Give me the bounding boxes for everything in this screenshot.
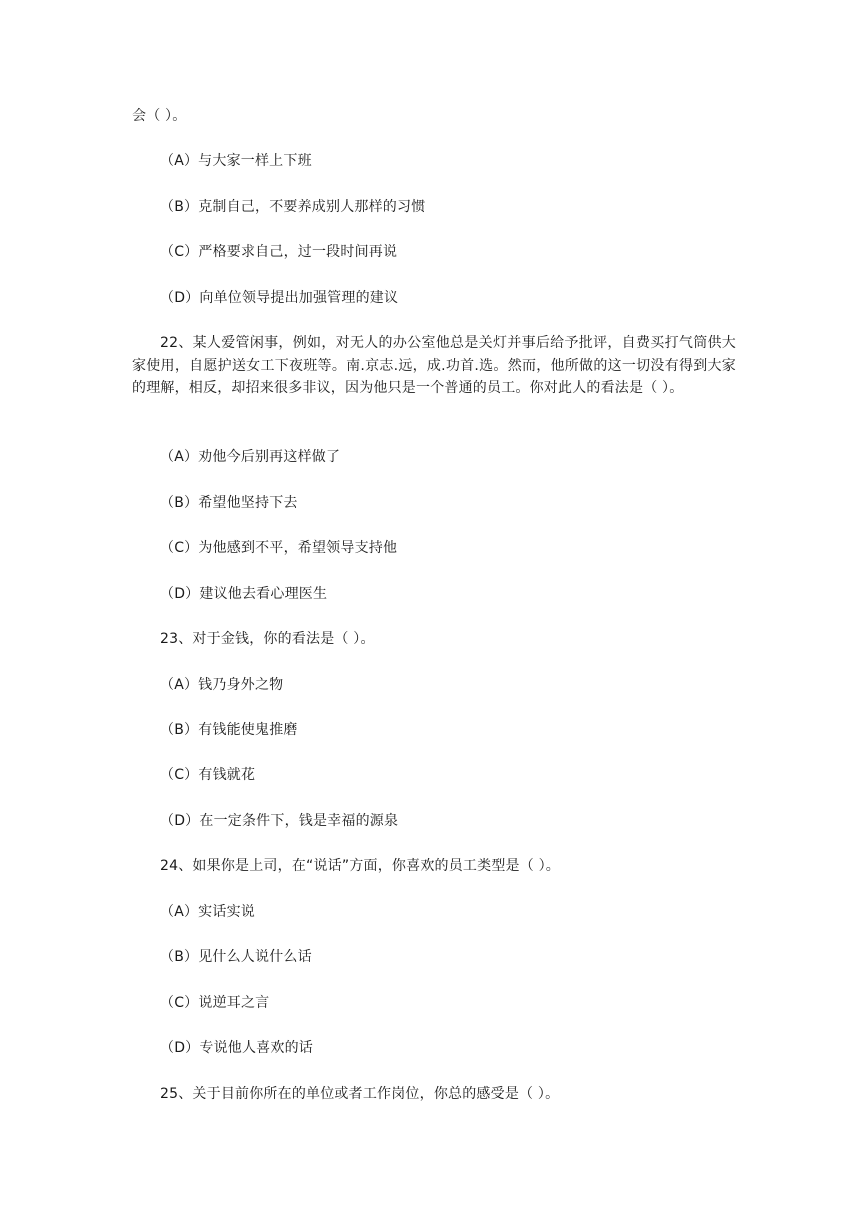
q22-option-a: （A）劝他今后别再这样做了: [160, 449, 341, 465]
q22-question: 22、某人爱管闲事，例如，对无人的办公室他总是关灯并事后给予批评，自费买打气筒供大家使用，自愿护送女工下夜班等。南.京志.远，成.功首.选。然而，他所做的这一切没有得到大家的理解，相反，却招来很多非议，因为他只是一个普通的员工。你对此人的看法是（ ）。: [132, 335, 736, 396]
q22-option-d: （D）建议他去看心理医生: [160, 586, 328, 602]
q21-option-a: （A）与大家一样上下班: [160, 153, 312, 169]
q23-option-d: （D）在一定条件下，钱是幸福的源泉: [160, 813, 399, 829]
q23-option-c: （C）有钱就花: [160, 767, 256, 783]
question-continuation: 会（ ）。: [132, 108, 187, 124]
q21-option-d: （D）向单位领导提出加强管理的建议: [160, 290, 399, 306]
q24-option-a: （A）实话实说: [160, 904, 255, 920]
q23-option-a: （A）钱乃身外之物: [160, 677, 284, 693]
q23-option-b: （B）有钱能使鬼推磨: [160, 722, 298, 738]
q24-option-c: （C）说逆耳之言: [160, 995, 270, 1011]
q24-option-d: （D）专说他人喜欢的话: [160, 1040, 313, 1056]
q22-option-b: （B）希望他坚持下去: [160, 495, 298, 511]
q21-option-c: （C）严格要求自己，过一段时间再说: [160, 244, 398, 260]
q24-option-b: （B）见什么人说什么话: [160, 949, 312, 965]
q25-question: 25、关于目前你所在的单位或者工作岗位，你总的感受是（ ）。: [160, 1086, 560, 1102]
q24-question: 24、如果你是上司，在“说话”方面，你喜欢的员工类型是（ ）。: [160, 858, 560, 874]
q21-option-b: （B）克制自己，不要养成别人那样的习惯: [160, 199, 426, 215]
q22-option-c: （C）为他感到不平，希望领导支持他: [160, 540, 398, 556]
q23-question: 23、对于金钱，你的看法是（ ）。: [160, 631, 375, 647]
